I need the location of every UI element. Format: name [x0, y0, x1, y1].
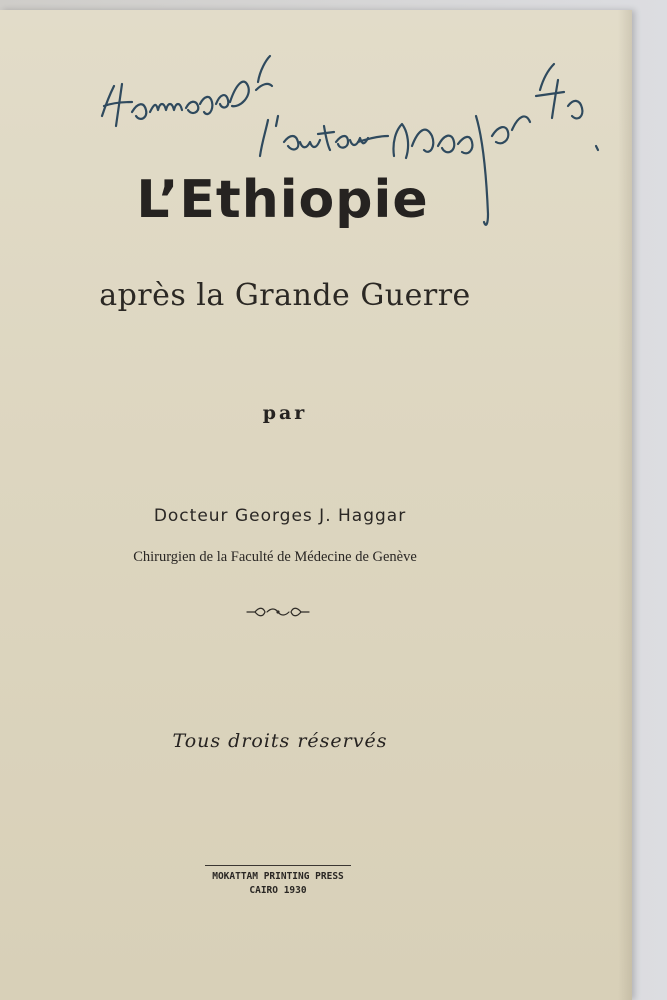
- printer-imprint: [205, 865, 351, 898]
- author-name: Docteur Georges J. Haggar: [153, 506, 407, 526]
- title-page: [0, 10, 632, 1000]
- printer-name: MOKATTAM PRINTING PRESS: [212, 871, 344, 882]
- by-label: par: [262, 402, 308, 424]
- book-title: L’Ethiopie: [136, 170, 429, 230]
- author-affiliation: Chirurgien de la Faculté de Médecine de Genève: [133, 549, 417, 565]
- printer-place-year: CAIRO 1930: [249, 885, 307, 896]
- fleuron-ornament-icon: [245, 604, 311, 620]
- book-subtitle: après la Grande Guerre: [99, 278, 471, 313]
- rights-notice: Tous droits réservés: [172, 730, 388, 752]
- imprint-rule: [205, 865, 351, 866]
